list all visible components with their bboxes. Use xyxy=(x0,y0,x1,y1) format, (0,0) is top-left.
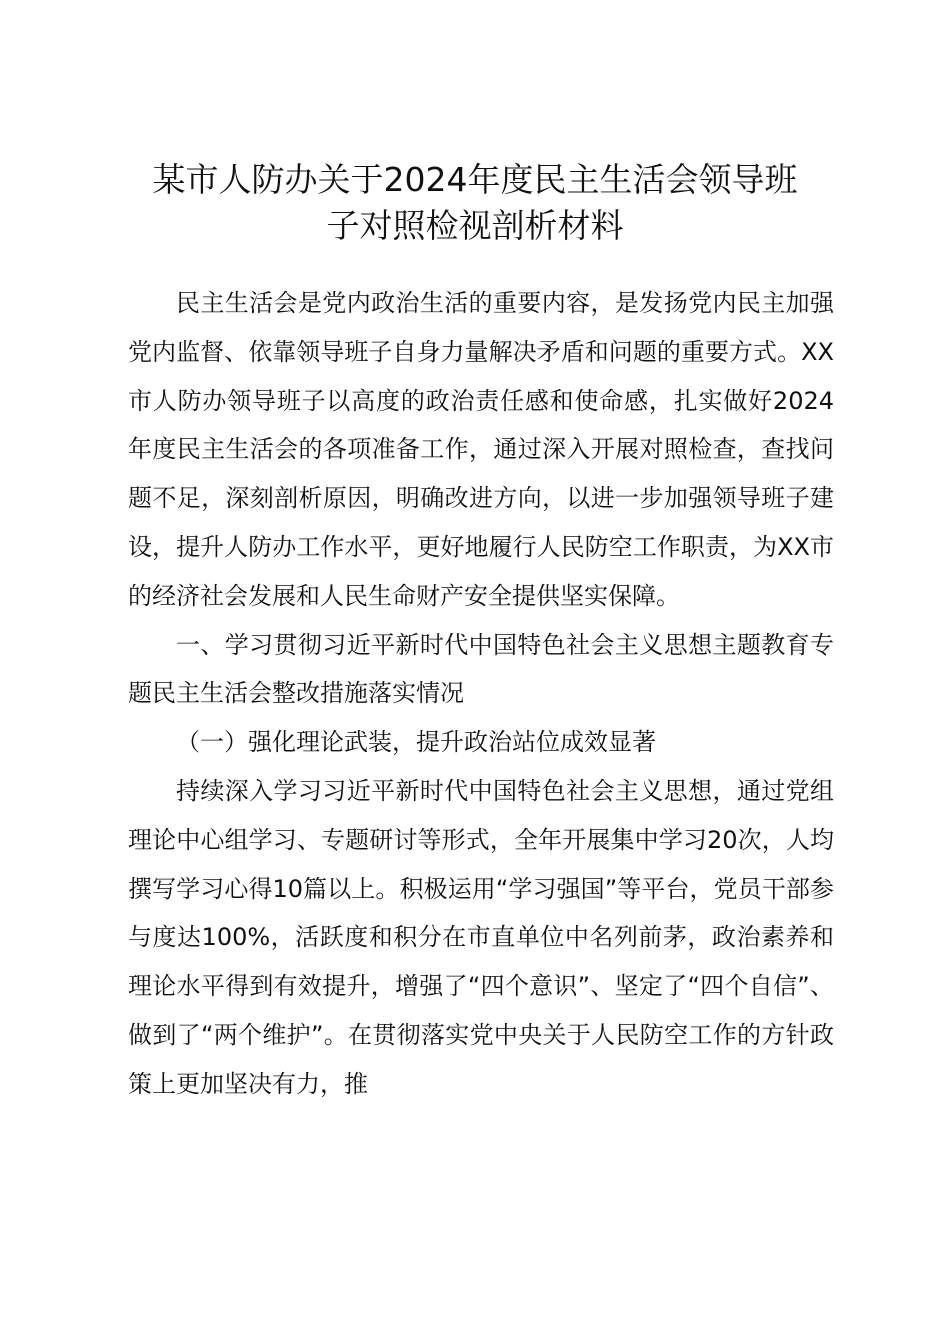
document-body xyxy=(128,279,834,1109)
section-heading-1: 一、学习贯彻习近平新时代中国特色社会主义思想主题教育专题民主生活会整改措施落实情况 xyxy=(128,630,834,708)
body-paragraph: 持续深入学习习近平新时代中国特色社会主义思想，通过党组理论中心组学习、专题研讨等形式，全年开展集中学习20次，人均撰写学习心得10篇以上。积极运用“学习强国”等平台，党员干部参与度达100%，活跃度和积分在市直单位中名列前茅，政治素养和理论水平得到有效提升，增强了“四个意识”、坚定了“四个自信”、做到了“两个维护”。在贯彻落实党中央关于人民防空工作的方针政策上更加坚决有力，推 xyxy=(128,776,834,1098)
title-line-1: 某市人防办关于2024年度民主生活会领导班 xyxy=(152,160,798,199)
document-title xyxy=(100,157,850,249)
intro-paragraph: 民主生活会是党内政治生活的重要内容，是发扬党内民主加强党内监督、依靠领导班子自身力量解决矛盾和问题的重要方式。XX市人防办领导班子以高度的政治责任感和使命感，扎实做好2024年度民主生活会的各项准备工作，通过深入开展对照检查，查找问题不足，深刻剖析原因，明确改进方向，以进一步加强领导班子建设，提升人防办工作水平，更好地履行人民防空工作职责，为XX市的经济社会发展和人民生命财产安全提供坚实保障。 xyxy=(128,289,834,610)
subsection-heading-1: （一）强化理论武装，提升政治站位成效显著 xyxy=(176,728,656,757)
title-line-2: 子对照检视剖析材料 xyxy=(326,206,624,245)
